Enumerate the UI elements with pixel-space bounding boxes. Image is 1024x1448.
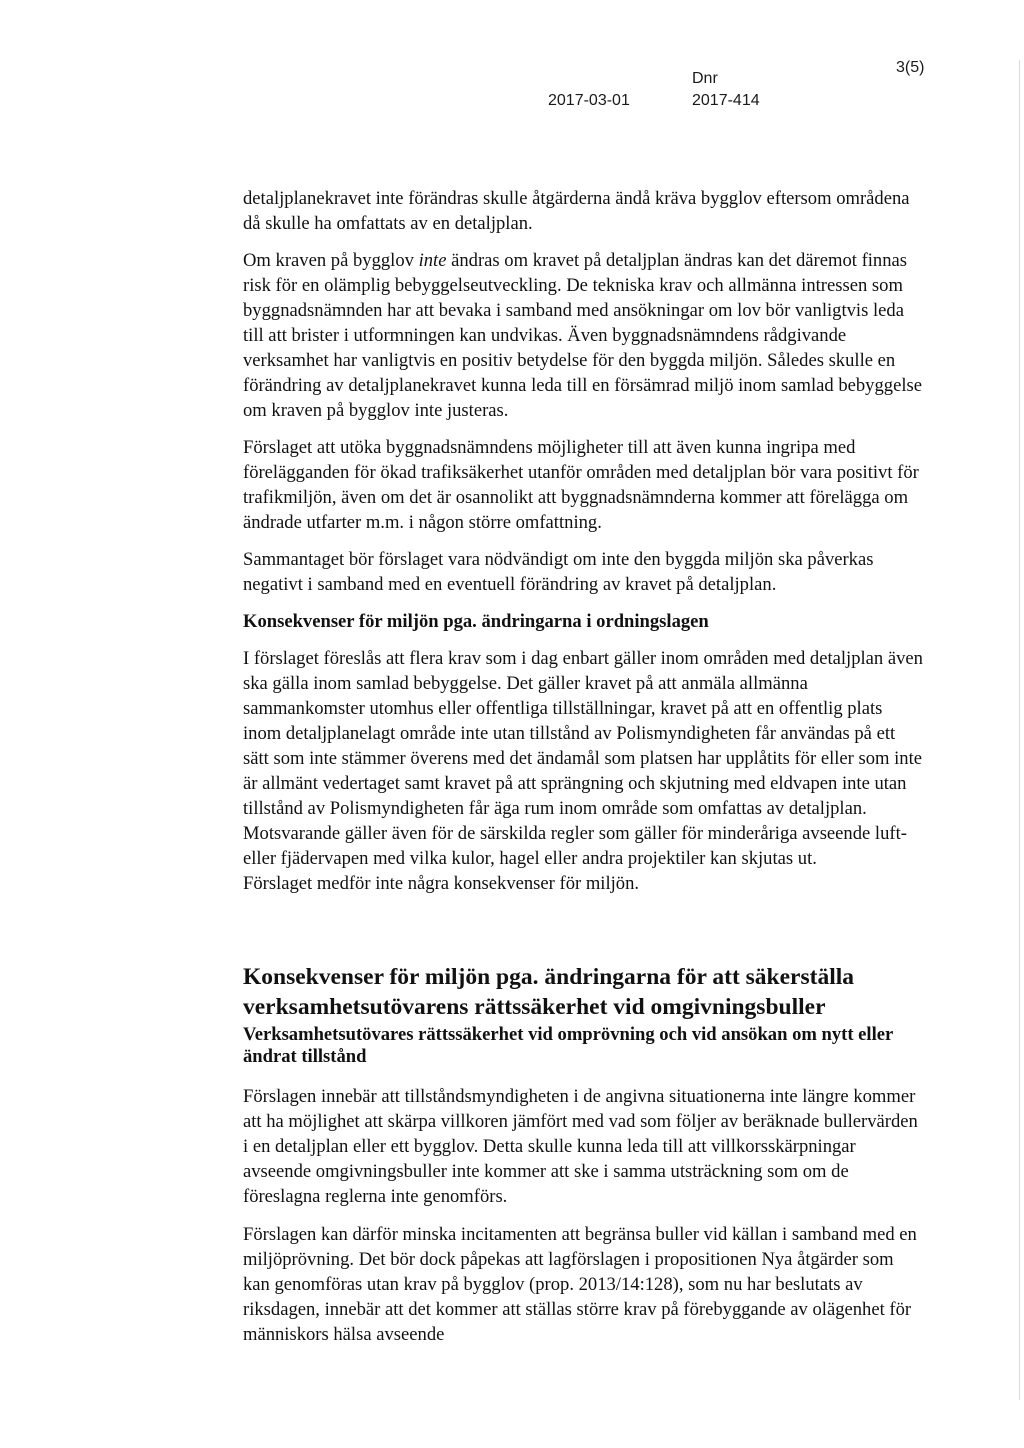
paragraph: [243, 248, 923, 423]
body-text: [243, 186, 923, 896]
paragraph: detaljplanekravet inte förändras skulle åtgärderna ändå kräva bygglov eftersom områdena då skulle ha omfattats av en detaljplan.: [243, 188, 910, 234]
paragraph: I förslaget föreslås att flera krav som i dag enbart gäller inom områden med detaljplan även ska gälla inom samlad bebyggelse. Det gäller kravet på att anmäla allmänna sammankomster utomhus eller offentliga tillställningar, kravet på att en offentlig plats inom detaljplanelagt område inte utan tillstånd av Polismyndigheten får användas på ett sätt som inte stämmer överens med det ändamål som platsen har upplåtits för eller som inte är allmänt vedertaget samt kravet på att sprängning och skjutning med eldvapen inte utan tillstånd av Polismyndigheten får äga rum inom område som omfattas av detaljplan. Motsvarande gäller även för de särskilda regler som gäller för minderåriga avseende luft- eller fjädervapen med vilka kulor, hagel eller andra projektiler kan skjutas ut.: [243, 648, 923, 869]
paragraph-text: Om kraven på bygglov: [243, 250, 419, 271]
emphasis-text: inte: [418, 250, 447, 271]
section-heading: Konsekvenser för miljön pga. ändringarna för att säkerställa verksamhetsutövarens rättssäkerhet vid omgivningsbuller: [243, 964, 855, 1020]
section-subheading: Verksamhetsutövares rättssäkerhet vid omprövning och vid ansökan om nytt eller ändrat tillstånd: [243, 1024, 893, 1067]
paragraph: Sammantaget bör förslaget vara nödvändigt om inte den byggda miljön ska påverkas negativt i samband med en eventuell förändring av kravet på detaljplan.: [243, 549, 874, 595]
document-date: 2017-03-01: [548, 92, 630, 109]
section-omgivningsbuller: [243, 962, 943, 1360]
dnr-label: Dnr: [692, 70, 718, 87]
paragraph: Förslaget att utöka byggnadsnämndens möjligheter till att även kunna ingripa med förelägganden för ökad trafiksäkerhet utanför områden med detaljplan bör vara positivt för trafikmiljön, även om det är osannolikt att byggnadsnämnderna kommer att förelägga om ändrade utfarter m.m. i någon större omfattning.: [243, 437, 919, 533]
page-number: 3(5): [896, 59, 925, 76]
paragraph: Förslagen kan därför minska incitamenten att begränsa buller vid källan i samband med en miljöprövning. Det bör dock påpekas att lagförslagen i propositionen Nya åtgärder som kan genomföras utan krav på bygglov (prop. 2013/14:128), som nu har beslutats av riksdagen, innebär att det kommer att ställas större krav på förebyggande av olägenhet för människors hälsa avseende: [243, 1224, 917, 1345]
section-subheading: Konsekvenser för miljön pga. ändringarna i ordningslagen: [243, 611, 709, 632]
page-edge-line: [1019, 60, 1020, 1400]
paragraph: Förslagen innebär att tillståndsmyndigheten i de angivna situationerna inte längre kommer att ha möjlighet att skärpa villkoren jämfört med vad som följer av beräknade bullervärden i en detaljplan eller ett bygglov. Detta skulle kunna leda till att villkorsskärpningar avseende omgivningsbuller inte kommer att ske i samma utsträckning som om de föreslagna reglerna inte genomförs.: [243, 1086, 918, 1207]
dnr-value: 2017-414: [692, 92, 760, 109]
paragraph: Förslaget medför inte några konsekvenser för miljön.: [243, 873, 640, 894]
paragraph-text: ändras om kravet på detaljplan ändras kan det däremot finnas risk för en olämplig bebyggelseutveckling. De tekniska krav och allmänna intressen som byggnadsnämnden har att bevaka i samband med ansökningar om lov bör vanligtvis leda till att brister i utformningen kan undvikas. Även byggnadsnämndens rådgivande verksamhet har vanligtvis en positiv betydelse för den byggda miljön. Således skulle en förändring av detaljplanekravet kunna leda till en försämrad miljö inom samlad bebyggelse om kraven på bygglov inte justeras.: [243, 250, 922, 421]
